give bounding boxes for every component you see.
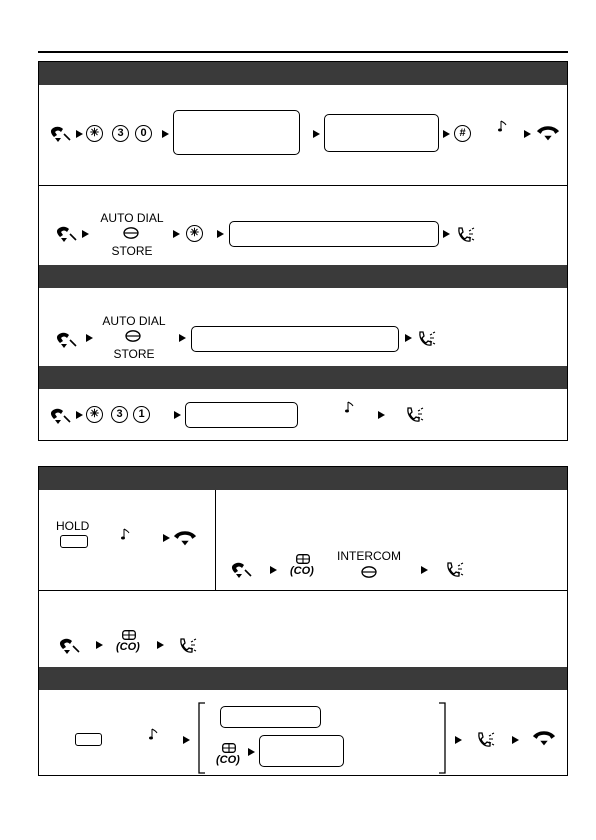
intercom-button-icon	[361, 566, 377, 578]
store-label: STORE	[113, 347, 155, 361]
arrow-icon	[313, 130, 320, 138]
handset-off-hook-icon	[55, 332, 77, 348]
arrow-icon	[82, 230, 89, 238]
handset-off-hook-icon	[230, 562, 252, 578]
arrow-icon	[96, 641, 103, 649]
digit-3-key: 3	[111, 406, 128, 423]
arrow-icon	[162, 130, 169, 138]
section-bar-3	[39, 366, 567, 389]
ringing-handset-icon	[405, 406, 425, 424]
star-key: ✳	[86, 125, 103, 142]
arrow-icon	[174, 411, 181, 419]
co-label: (CO)	[216, 754, 240, 766]
co-label: (CO)	[290, 565, 314, 577]
co-line-button-icon	[222, 743, 236, 753]
handset-on-hook-icon	[532, 730, 556, 746]
auto-dial-label: AUTO DIAL	[102, 314, 166, 328]
ringing-handset-icon	[178, 637, 198, 655]
arrow-icon	[217, 230, 224, 238]
ringing-handset-icon	[417, 330, 437, 348]
arrow-icon	[86, 334, 93, 342]
arrow-icon	[76, 411, 83, 419]
star-key: ✳	[186, 225, 203, 242]
lower-frame	[38, 466, 568, 776]
section-bar-1	[39, 62, 567, 85]
arrow-icon	[179, 334, 186, 342]
entry-box	[324, 114, 439, 152]
digit-3-key: 3	[112, 125, 129, 142]
arrow-icon	[173, 230, 180, 238]
auto-dial-button-icon	[125, 330, 141, 342]
confirmation-tone-icon	[149, 727, 159, 741]
entry-box	[220, 706, 321, 728]
confirmation-tone-icon	[498, 119, 508, 133]
handset-off-hook-icon	[55, 226, 77, 242]
arrow-icon	[512, 736, 519, 744]
auto-dial-button-icon	[123, 227, 139, 239]
confirmation-tone-icon	[345, 400, 355, 414]
arrow-icon	[443, 230, 450, 238]
handset-on-hook-icon	[536, 125, 560, 141]
hash-key: #	[454, 125, 471, 142]
entry-box	[191, 326, 399, 352]
arrow-icon	[378, 411, 385, 419]
auto-dial-label: AUTO DIAL	[100, 211, 164, 225]
arrow-icon	[524, 130, 531, 138]
co-label: (CO)	[116, 641, 140, 653]
handset-off-hook-icon	[58, 638, 80, 654]
digit-1-key: 1	[133, 406, 150, 423]
entry-box	[259, 735, 344, 767]
store-label: STORE	[111, 244, 153, 258]
ringing-handset-icon	[445, 561, 465, 579]
column-divider	[215, 490, 216, 590]
handset-on-hook-icon	[173, 530, 197, 546]
arrow-icon	[248, 748, 255, 756]
entry-box	[173, 110, 300, 155]
arrow-icon	[405, 334, 412, 342]
top-rule	[38, 51, 568, 53]
arrow-icon	[421, 566, 428, 574]
entry-box	[185, 402, 298, 428]
arrow-icon	[455, 736, 462, 744]
hold-button-icon	[60, 535, 88, 548]
section-bar-4	[39, 467, 567, 490]
divider-2	[39, 590, 567, 591]
section-bar-5	[39, 667, 567, 690]
section-bar-2	[39, 265, 567, 288]
arrow-icon	[76, 130, 83, 138]
right-bracket	[438, 702, 446, 774]
handset-off-hook-icon	[49, 408, 71, 424]
arrow-icon	[183, 736, 190, 744]
digit-0-key: 0	[135, 125, 152, 142]
ringing-handset-icon	[456, 226, 476, 244]
divider-1	[39, 185, 567, 186]
entry-box	[229, 221, 439, 247]
intercom-label: INTERCOM	[337, 549, 401, 563]
arrow-icon	[157, 641, 164, 649]
arrow-icon	[163, 534, 170, 542]
arrow-icon	[270, 566, 277, 574]
confirmation-tone-icon	[121, 527, 131, 541]
left-bracket	[198, 702, 206, 774]
star-key: ✳	[86, 406, 103, 423]
arrow-icon	[443, 130, 450, 138]
button-icon	[75, 733, 102, 746]
hold-label: HOLD	[56, 519, 90, 533]
co-line-button-icon	[122, 630, 136, 640]
handset-off-hook-icon	[49, 126, 71, 142]
ringing-handset-icon	[476, 731, 496, 749]
co-line-button-icon	[296, 554, 310, 564]
